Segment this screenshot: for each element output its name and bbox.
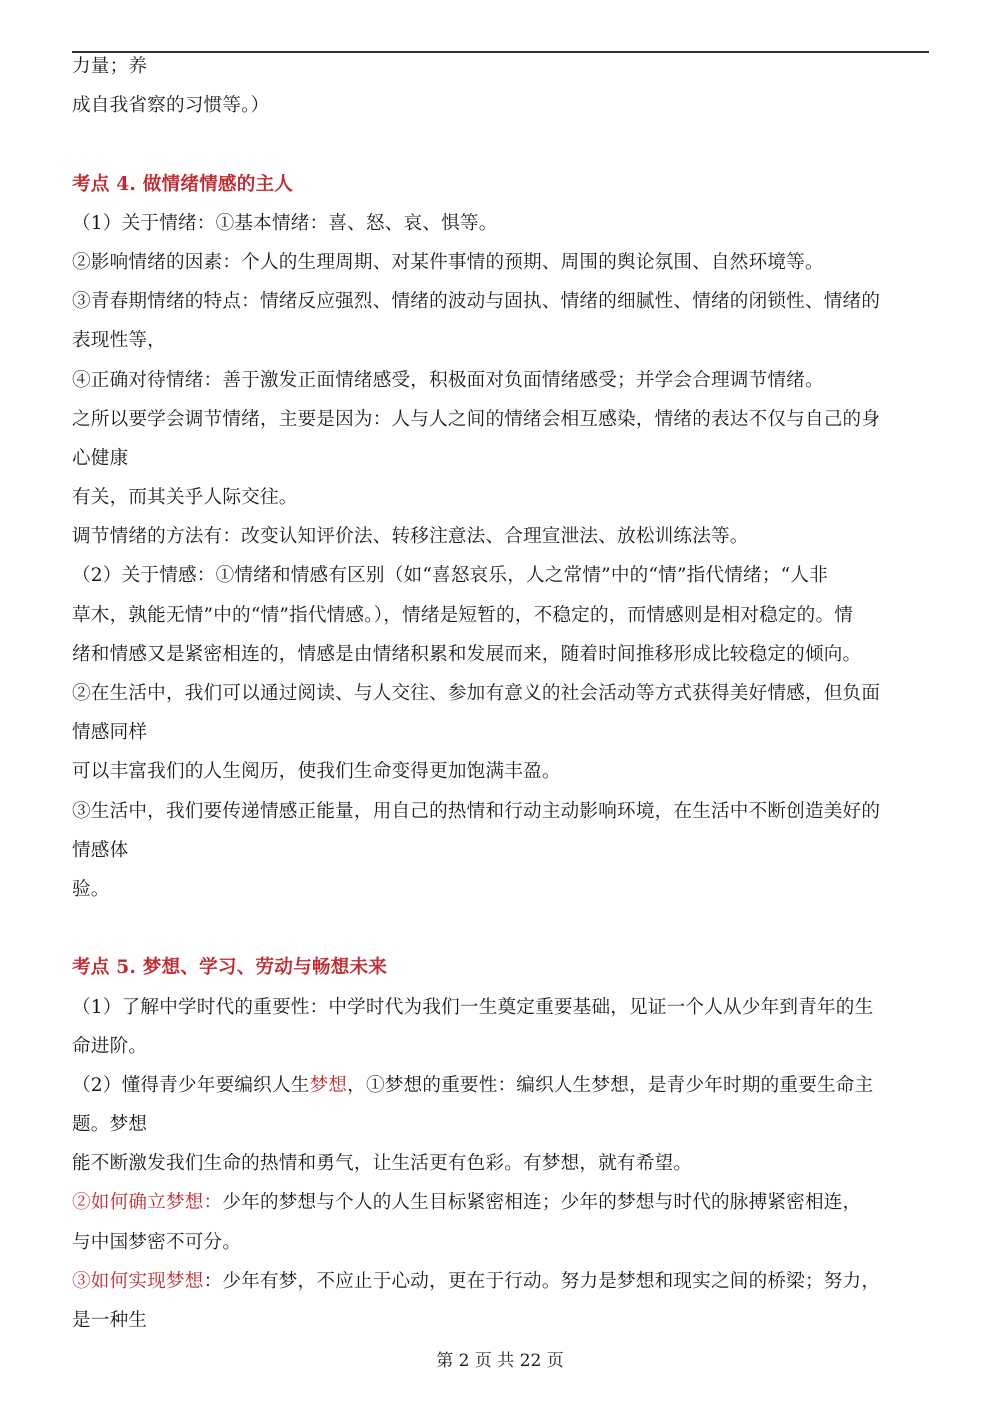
section-heading bbox=[72, 165, 932, 204]
body-text: 绪和情感又是紧密相连的，情感是由情绪积累和发展而来，随着时间推移形成比较稳定的倾向。 bbox=[72, 643, 862, 665]
body-text: 成自我省察的习惯等。） bbox=[72, 95, 270, 117]
highlighted-text: ③如何实现梦想 bbox=[72, 1270, 204, 1292]
body-text: ③青春期情绪的特点：情绪反应强烈、情绪的波动与固执、情绪的细腻性、情绪的闭锁性、情绪的 bbox=[72, 291, 881, 313]
section-heading bbox=[72, 948, 932, 987]
body-text: 草木，孰能无情”中的“情”指代情感。），情绪是短暂的，不稳定的，而情感则是相对稳定的。情 bbox=[72, 604, 854, 626]
body-text: （1）关于情绪：①基本情绪：喜、怒、哀、惧等。 bbox=[72, 212, 498, 234]
paragraph-line bbox=[72, 713, 932, 752]
body-text: 命进阶。 bbox=[72, 1035, 148, 1057]
body-text: 能不断激发我们生命的热情和勇气，让生活更有色彩。有梦想，就有希望。 bbox=[72, 1153, 693, 1175]
paragraph-line bbox=[72, 204, 932, 243]
paragraph-line bbox=[72, 674, 932, 713]
paragraph-line bbox=[72, 47, 932, 86]
paragraph-line bbox=[72, 439, 932, 478]
paragraph-line bbox=[72, 361, 932, 400]
body-text: 题。梦想 bbox=[72, 1114, 148, 1136]
paragraph-line bbox=[72, 792, 932, 831]
paragraph-line bbox=[72, 282, 932, 321]
page-footer: 第 2 页 共 22 页 bbox=[436, 1351, 564, 1371]
highlighted-text: 梦想 bbox=[309, 1074, 348, 1096]
paragraph-line bbox=[72, 1027, 932, 1066]
paragraph-line bbox=[72, 478, 932, 517]
body-text: 调节情绪的方法有：改变认知评价法、转移注意法、合理宣泄法、放松训练法等。 bbox=[72, 526, 749, 548]
body-text: 是一种生 bbox=[72, 1310, 148, 1331]
body-text: ，①梦想的重要性：编织人生梦想，是青少年时期的重要生命主 bbox=[347, 1074, 874, 1096]
body-text: ②在生活中，我们可以通过阅读、与人交往、参加有意义的社会活动等方式获得美好情感，但负面 bbox=[72, 683, 881, 704]
body-text: （2）懂得青少年要编织人生 bbox=[72, 1074, 310, 1096]
blank-line bbox=[72, 125, 932, 164]
body-text: 心健康 bbox=[72, 447, 129, 469]
body-text: ④正确对待情绪：善于激发正面情绪感受，积极面对负面情绪感受；并学会合理调节情绪。 bbox=[72, 369, 824, 391]
paragraph-line bbox=[72, 870, 932, 909]
paragraph-line bbox=[72, 1105, 932, 1144]
body-text: 之所以要学会调节情绪，主要是因为：人与人之间的情绪会相互感染，情绪的表达不仅与自己的身 bbox=[72, 408, 881, 430]
paragraph-line bbox=[72, 1262, 932, 1301]
body-text: 与中国梦密不可分。 bbox=[72, 1231, 242, 1253]
paragraph-line bbox=[72, 1144, 932, 1183]
body-text: 情感同样 bbox=[72, 722, 148, 744]
paragraph-line bbox=[72, 1301, 932, 1340]
paragraph-line bbox=[72, 831, 932, 870]
highlighted-text: 考点 4. 做情绪情感的主人 bbox=[72, 173, 294, 195]
body-text: （1）了解中学时代的重要性：中学时代为我们一生奠定重要基础，见证一个人从少年到青年的生 bbox=[72, 996, 874, 1018]
paragraph-line bbox=[72, 86, 932, 125]
highlighted-text: ②如何确立梦想： bbox=[72, 1192, 223, 1214]
body-text: ②影响情绪的因素：个人的生理周期、对某件事情的预期、周围的舆论氛围、自然环境等。 bbox=[72, 251, 824, 273]
blank-line bbox=[72, 909, 932, 948]
document-body bbox=[72, 47, 932, 1340]
paragraph-line bbox=[72, 321, 932, 360]
body-text: ③生活中，我们要传递情感正能量，用自己的热情和行动主动影响环境，在生活中不断创造美好的 bbox=[72, 800, 881, 822]
body-text: 验。 bbox=[72, 878, 110, 900]
body-text: 情感体 bbox=[72, 839, 129, 861]
paragraph-line bbox=[72, 635, 932, 674]
paragraph-line bbox=[72, 243, 932, 282]
body-text: 少年的梦想与个人的人生目标紧密相连；少年的梦想与时代的脉搏紧密相连， bbox=[222, 1192, 862, 1214]
body-text: 可以丰富我们的人生阅历，使我们生命变得更加饱满丰盈。 bbox=[72, 761, 561, 783]
paragraph-line bbox=[72, 400, 932, 439]
paragraph-line bbox=[72, 517, 932, 556]
paragraph-line bbox=[72, 1183, 932, 1222]
paragraph-line bbox=[72, 752, 932, 791]
paragraph-line bbox=[72, 1223, 932, 1262]
body-text: 力量；养 bbox=[72, 56, 148, 77]
paragraph-line bbox=[72, 596, 932, 635]
highlighted-text: 考点 5. 梦想、学习、劳动与畅想未来 bbox=[72, 957, 388, 979]
body-text: 表现性等， bbox=[72, 330, 166, 352]
body-text: 有关，而其关乎人际交往。 bbox=[72, 487, 298, 509]
body-text: ：少年有梦，不应止于心动，更在于行动。努力是梦想和现实之间的桥梁；努力， bbox=[203, 1270, 881, 1292]
paragraph-line bbox=[72, 556, 932, 595]
paragraph-line bbox=[72, 1066, 932, 1105]
body-text: （2）关于情感：①情绪和情感有区别（如“喜怒哀乐，人之常情”中的“情”指代情绪；“人非 bbox=[72, 565, 828, 587]
paragraph-line bbox=[72, 988, 932, 1027]
